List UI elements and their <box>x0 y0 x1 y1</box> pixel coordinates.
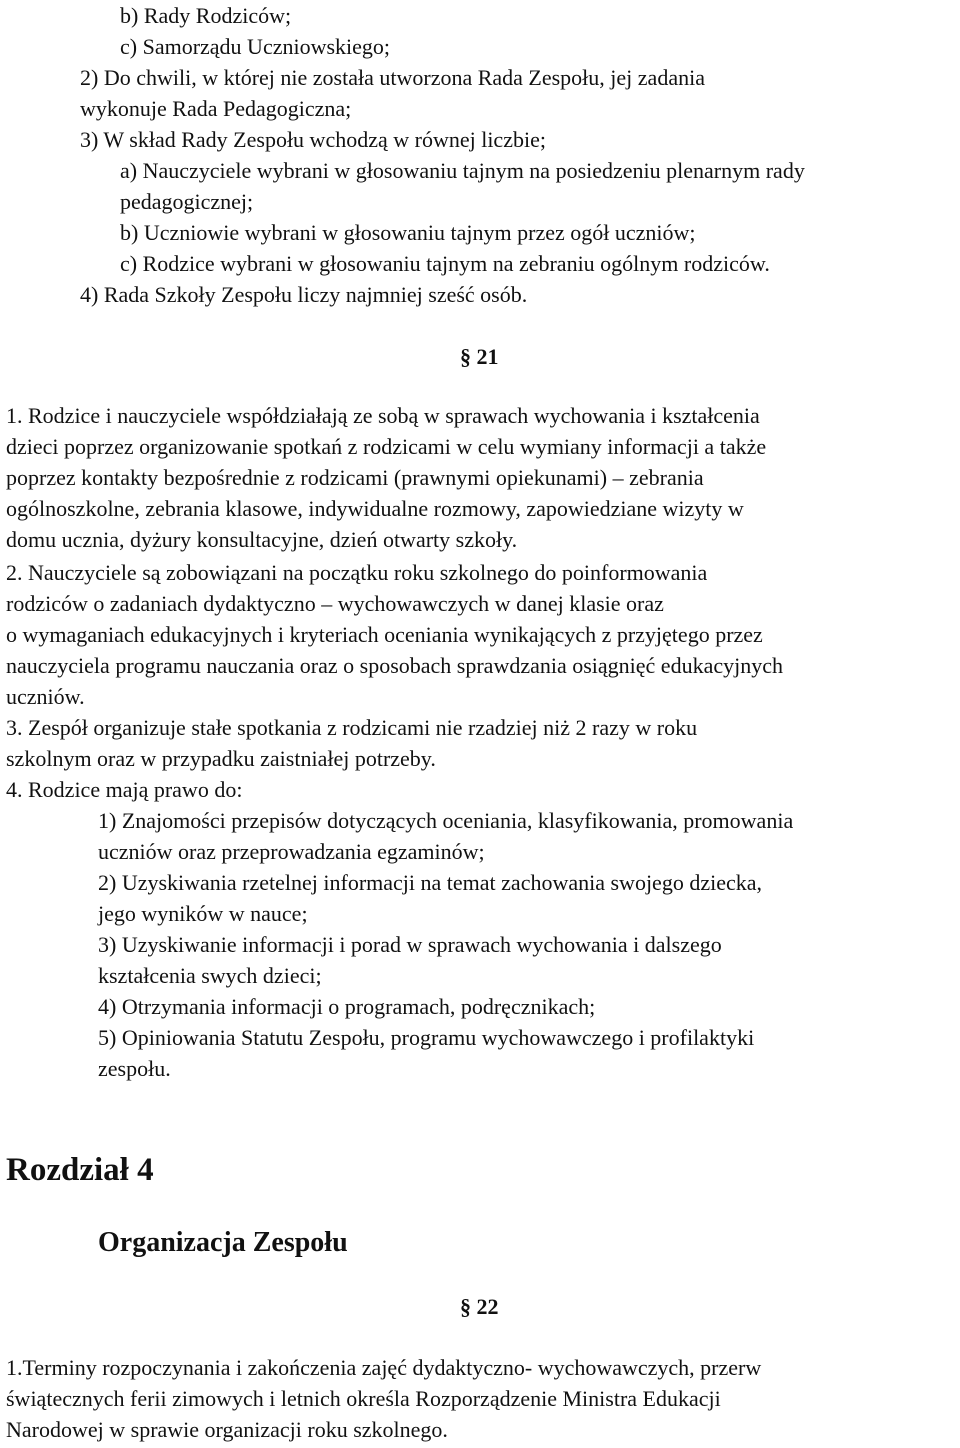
s22-p1-line-2: świątecznych ferii zimowych i letnich określa Rozporządzenie Ministra Edukacji <box>6 1386 721 1411</box>
s21-p4-item-5-line-1: 5) Opiniowania Statutu Zespołu, programu wychowawczego i profilaktyki <box>98 1025 755 1050</box>
section-21-heading: § 21 <box>460 344 499 369</box>
s21-p1-line-3: poprzez kontakty bezpośrednie z rodzicami (prawnymi opiekunami) – zebrania <box>6 465 704 490</box>
s21-p4-intro: 4. Rodzice mają prawo do: <box>6 777 243 802</box>
point-3: 3) W skład Rady Zespołu wchodzą w równej liczbie; <box>80 127 546 152</box>
s21-p2-line-4: nauczyciela programu nauczania oraz o sposobach sprawdzania osiągnięć edukacyjnych <box>6 653 783 678</box>
s21-p4-item-2-line-2: jego wyników w nauce; <box>98 901 308 926</box>
section-22-heading: § 22 <box>460 1294 499 1319</box>
s21-p3-line-2: szkolnym oraz w przypadku zaistniałej potrzeby. <box>6 746 436 771</box>
s21-p2-line-1: 2. Nauczyciele są zobowiązani na początku roku szkolnego do poinformowania <box>6 560 708 585</box>
sub-item-b: b) Uczniowie wybrani w głosowaniu tajnym przez ogół uczniów; <box>120 220 696 245</box>
s21-p4-item-5-line-2: zespołu. <box>98 1056 171 1081</box>
s21-p1-line-4: ogólnoszkolne, zebrania klasowe, indywidualne rozmowy, zapowiedziane wizyty w <box>6 496 744 521</box>
s21-p4-item-3-line-1: 3) Uzyskiwanie informacji i porad w sprawach wychowania i dalszego <box>98 932 722 957</box>
s21-p4-item-1-line-1: 1) Znajomości przepisów dotyczących oceniania, klasyfikowania, promowania <box>98 808 794 833</box>
s21-p3-line-1: 3. Zespół organizuje stałe spotkania z rodzicami nie rzadziej niż 2 razy w roku <box>6 715 698 740</box>
s21-p1-line-1: 1. Rodzice i nauczyciele współdziałają ze sobą w sprawach wychowania i kształcenia <box>6 403 760 428</box>
s21-p2-line-3: o wymaganiach edukacyjnych i kryteriach oceniania wynikających z przyjętego przez <box>6 622 763 647</box>
s21-p4-item-3-line-2: kształcenia swych dzieci; <box>98 963 322 988</box>
s21-p1-line-5: domu ucznia, dyżury konsultacyjne, dzień otwarty szkoły. <box>6 527 518 552</box>
point-2-line-1: 2) Do chwili, w której nie została utworzona Rada Zespołu, jej zadania <box>80 65 705 90</box>
chapter-title: Rozdział 4 <box>6 1152 154 1188</box>
s22-p1-line-1: 1.Terminy rozpoczynania i zakończenia zajęć dydaktyczno- wychowawczych, przerw <box>6 1355 762 1380</box>
sub-item-a-line-1: a) Nauczyciele wybrani w głosowaniu tajnym na posiedzeniu plenarnym rady <box>120 158 805 183</box>
s21-p4-item-1-line-2: uczniów oraz przeprowadzania egzaminów; <box>98 839 485 864</box>
point-4: 4) Rada Szkoły Zespołu liczy najmniej sześć osób. <box>80 282 528 307</box>
s21-p2-line-2: rodziców o zadaniach dydaktyczno – wychowawczych w danej klasie oraz <box>6 591 664 616</box>
point-2-line-2: wykonuje Rada Pedagogiczna; <box>80 96 352 121</box>
sub-item-a-line-2: pedagogicznej; <box>120 189 254 214</box>
s21-p1-line-2: dzieci poprzez organizowanie spotkań z rodzicami w celu wymiany informacji a także <box>6 434 767 459</box>
s21-p4-item-2-line-1: 2) Uzyskiwania rzetelnej informacji na temat zachowania swojego dziecka, <box>98 870 762 895</box>
chapter-subtitle: Organizacja Zespołu <box>98 1227 348 1258</box>
sub-item-c: c) Rodzice wybrani w głosowaniu tajnym na zebraniu ogólnym rodziców. <box>120 251 770 276</box>
s21-p4-item-4: 4) Otrzymania informacji o programach, podręcznikach; <box>98 994 596 1019</box>
s22-p1-line-3: Narodowej w sprawie organizacji roku szkolnego. <box>6 1417 448 1442</box>
s21-p2-line-5: uczniów. <box>6 684 85 709</box>
list-item-c: c) Samorządu Uczniowskiego; <box>120 34 391 59</box>
list-item-b: b) Rady Rodziców; <box>120 3 292 28</box>
